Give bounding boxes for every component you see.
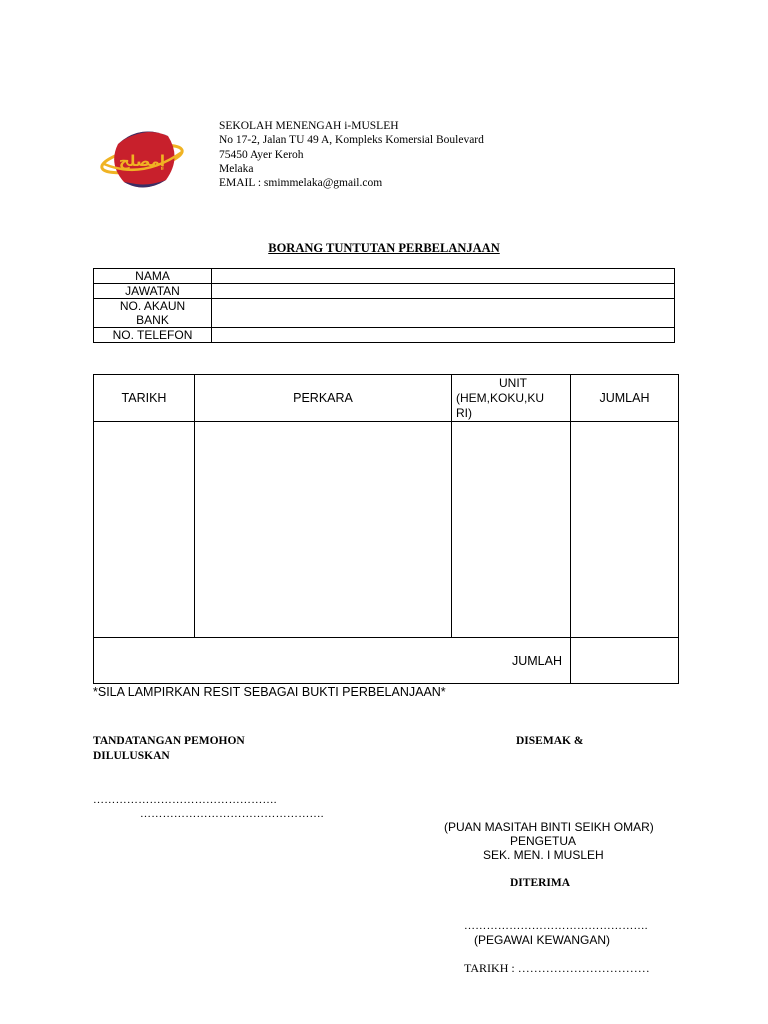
checked-label: DISEMAK & (516, 735, 584, 747)
table-row (94, 422, 679, 638)
date-cell[interactable] (94, 422, 195, 638)
table-row (94, 269, 675, 284)
applicant-info-table (93, 268, 675, 343)
finance-signature-line[interactable]: …………………………………………. (464, 920, 648, 932)
phone-label: NO. TELEFON (94, 328, 212, 343)
name-label: NAMA (94, 269, 212, 284)
account-label (94, 299, 212, 328)
total-amount-cell[interactable] (571, 638, 679, 684)
school-logo (100, 124, 188, 192)
principal-title: PENGETUA (510, 834, 577, 848)
school-address (219, 119, 484, 190)
item-cell[interactable] (195, 422, 452, 638)
approver-signature-line[interactable]: …………………………………………. (140, 808, 324, 820)
form-title-wrap (0, 241, 768, 256)
total-row (94, 638, 679, 684)
address-line: Melaka (219, 162, 254, 175)
unit-header-line: UNIT (499, 375, 527, 390)
unit-header-line: (HEM,KOKU,KU (456, 390, 545, 405)
address-line: 75450 Ayer Keroh (219, 148, 304, 161)
received-label: DITERIMA (510, 877, 571, 889)
table-header-row (94, 375, 679, 422)
total-label: JUMLAH (94, 638, 571, 684)
email-line: EMAIL : smimmelaka@gmail.com (219, 177, 383, 190)
amount-cell[interactable] (571, 422, 679, 638)
phone-field[interactable] (212, 328, 675, 343)
col-unit-header (452, 375, 571, 422)
account-label-line: BANK (136, 313, 169, 327)
school-name: SEKOLAH MENENGAH i-MUSLEH (219, 120, 399, 132)
table-row (94, 299, 675, 328)
col-item-header: PERKARA (195, 375, 452, 422)
approved-label: DILULUSKAN (93, 750, 170, 762)
account-field[interactable] (212, 299, 675, 328)
col-amount-header: JUMLAH (571, 375, 679, 422)
receipt-note: *SILA LAMPIRKAN RESIT SEBAGAI BUKTI PERBELANJAAN* (93, 685, 446, 699)
table-row (94, 284, 675, 299)
unit-cell[interactable] (452, 422, 571, 638)
finance-officer-label: (PEGAWAI KEWANGAN) (474, 933, 611, 947)
principal-name: (PUAN MASITAH BINTI SEIKH OMAR) (444, 820, 654, 834)
name-field[interactable] (212, 269, 675, 284)
expense-table (93, 374, 679, 684)
date-line[interactable]: TARIKH : …………………………… (464, 961, 650, 975)
unit-header-line: RI) (456, 405, 472, 420)
form-title: BORANG TUNTUTAN PERBELANJAAN (268, 241, 500, 255)
position-field[interactable] (212, 284, 675, 299)
applicant-signature-label: TANDATANGAN PEMOHON (93, 735, 245, 747)
position-label: JAWATAN (94, 284, 212, 299)
logo-text: إمصلح (118, 152, 166, 170)
table-row (94, 328, 675, 343)
address-line: No 17-2, Jalan TU 49 A, Kompleks Komersial Boulevard (219, 134, 484, 147)
principal-school: SEK. MEN. I MUSLEH (483, 848, 604, 862)
col-date-header: TARIKH (94, 375, 195, 422)
account-label-line: NO. AKAUN (119, 299, 186, 313)
applicant-signature-line[interactable]: …………………………………………. (93, 794, 277, 806)
